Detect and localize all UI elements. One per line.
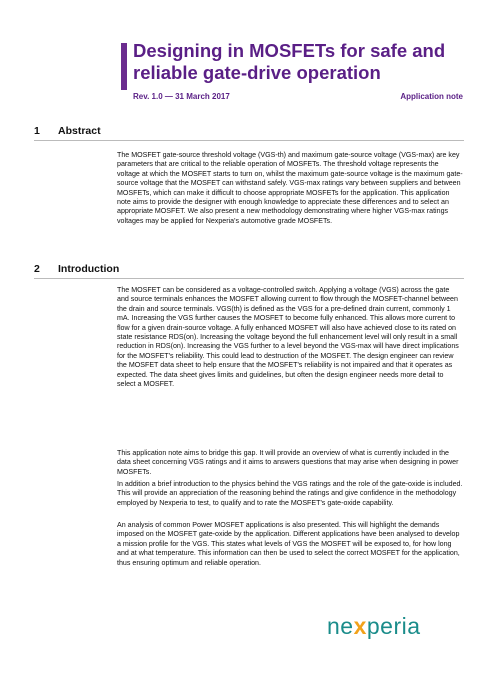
section-title: Introduction xyxy=(58,263,120,275)
introduction-paragraph: An analysis of common Power MOSFET applications is also presented. This will highlight the demands imposed on the MOSFET gate-oxide by the application. Different applications have been analysed to develop a mission profile for the VGS. This states what levels of VGS the MOSFET will be exposed to, for how long and at what temperature. This information can then be used to select the correct MOSFET for the application, thus ensuring optimum and reliable operation. xyxy=(117,521,460,567)
document-title: Designing in MOSFETs for safe and reliable gate-drive operation xyxy=(133,40,446,83)
logo-text-end: peria xyxy=(366,613,421,639)
nexperia-logo xyxy=(327,613,421,640)
document-meta xyxy=(133,92,463,101)
revision-date: Rev. 1.0 — 31 March 2017 xyxy=(133,92,230,101)
logo-text-start: ne xyxy=(327,613,354,639)
section-heading-introduction xyxy=(34,263,464,279)
section-number: 1 xyxy=(34,125,40,137)
logo-x-mark: x xyxy=(353,613,367,639)
section-title: Abstract xyxy=(58,125,101,137)
introduction-paragraph: The MOSFET can be considered as a voltage-controlled switch. Applying a voltage (VGS) across the gate and source terminals enhances the MOSFET allowing current to flow through the MOSFET-channel between the drain and source terminals. VGS(th) is defined as the VGS for a pre-defined drain current, commonly 1 mA. Increasing the VGS further causes the MOSFET to become fully enhanced. This allows more current to flow for a given drain-source voltage. A fully enhanced MOSFET will also have achieved close to its rated on state resistance RDS(on). Increasing the voltage beyond the full enhancement level will only result in a small reduction in RDS(on). Increasing the VGS further to a level beyond the VGS-max will have direct implications for the MOSFET's reliability. This could lead to destruction of the MOSFET. The design engineer can review the MOSFET data sheet to help ensure that the MOSFET's reliability is not impaired and that it operates as expected. The data sheet gives limits and guidelines, but often the design engineer needs more detail to select a MOSFET. xyxy=(117,286,459,389)
introduction-paragraph: This application note aims to bridge this gap. It will provide an overview of what is currently included in the data sheet concerning VGS ratings and it aims to answers questions that may arise when designing in power MOSFETs. xyxy=(117,449,459,476)
introduction-paragraph: In addition a brief introduction to the physics behind the VGS ratings and the role of the gate-oxide is included. This will provide an appreciation of the reasoning behind the ratings and give confidence in the methodology employed by Nexperia to test, to qualify and to rate the MOSFET's gate-oxide capability. xyxy=(117,480,463,507)
title-accent-bar xyxy=(121,43,127,90)
abstract-paragraph: The MOSFET gate-source threshold voltage (VGS-th) and maximum gate-source voltage (VGS-max) are key parameters that are critical to the reliable operation of MOSFETs. The threshold voltage represents the voltage at which the MOSFET starts to turn on, whilst the maximum gate-source voltage is the maximum gate-source voltage that the MOSFET can withstand safely. VGS-max ratings vary between suppliers and between MOSFETs, which can make it difficult to choose appropriate MOSFETs for the application. This application note aims to provide the designer with enough knowledge to appreciate these differences and to select an appropriate MOSFET. We also present a new methodology demonstrating where higher VGS-max ratings voltages may be applied for Nexperia's automotive grade MOSFETs. xyxy=(117,151,463,225)
document-type: Application note xyxy=(400,92,463,101)
section-number: 2 xyxy=(34,263,40,275)
section-heading-abstract xyxy=(34,125,464,141)
